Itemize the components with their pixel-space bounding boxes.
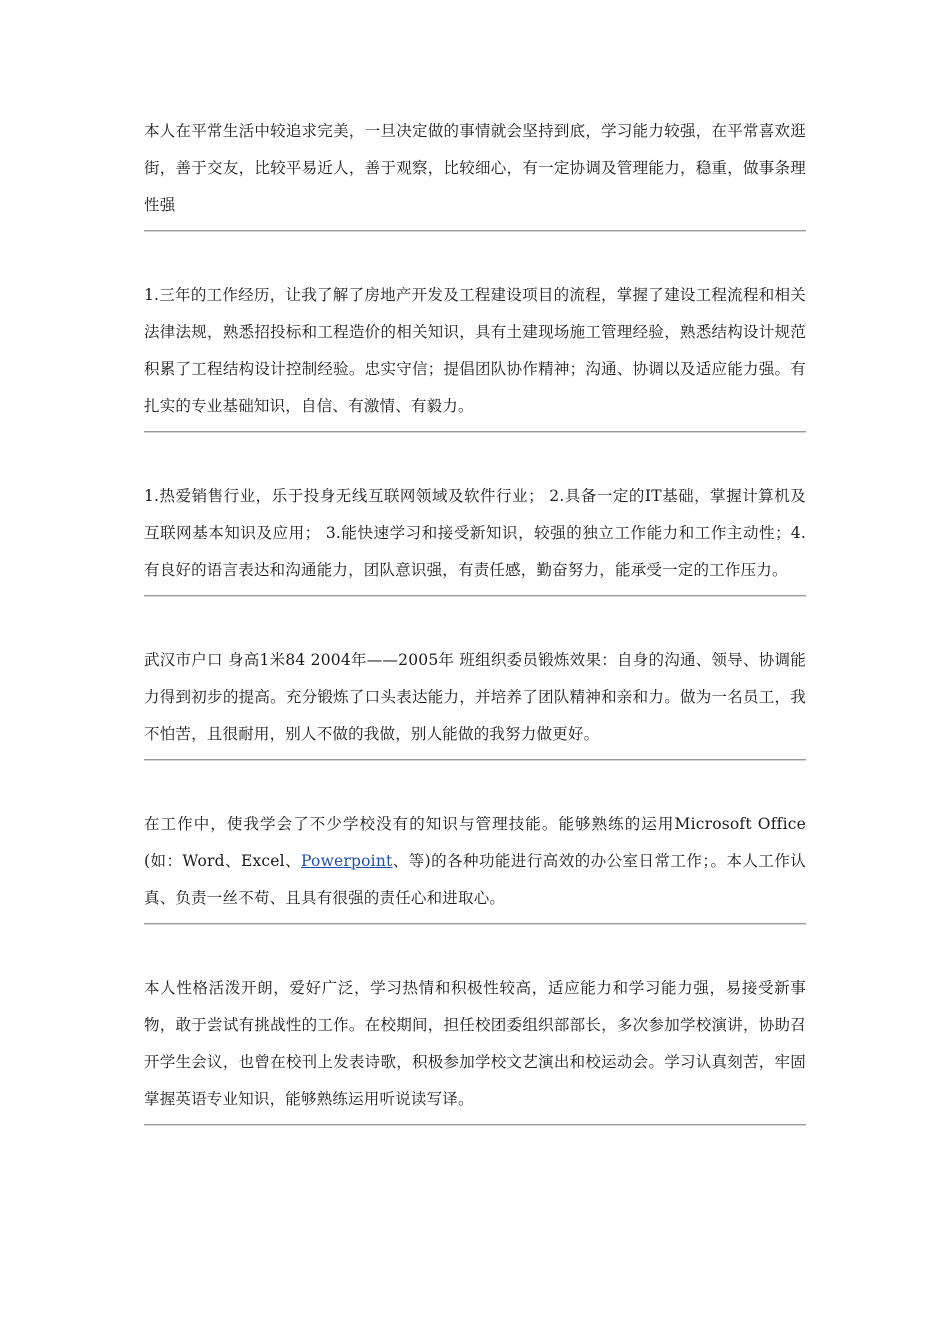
self-evaluation-paragraph: 武汉市户口 身高1米84 2004年——2005年 班组织委员锻炼效果：自身的沟通、领导、协调能力得到初步的提高。充分锻炼了口头表达能力，并培养了团队精神和亲和力。做为一名员工，我不怕苦，且很耐用，别人不做的我做，别人能做的我努力做更好。: [144, 651, 806, 743]
section-divider: [144, 230, 806, 232]
paragraph-text-after-link: 、等)的各种功能进行高效的办公室日常工作；。本人工作认真、负责一丝不苟、且具有很强的责任心和进取心。: [144, 852, 807, 907]
resume-self-evaluation-page: [144, 113, 806, 1126]
powerpoint-link[interactable]: Powerpoint: [301, 852, 393, 870]
section-divider: [144, 759, 806, 761]
self-evaluation-section-1: [144, 113, 806, 232]
paragraph-text-before-link: 在工作中，使我学会了不少学校没有的知识与管理技能。能够熟练的运用Microsoft Office(如：Word、Excel、: [144, 815, 806, 870]
self-evaluation-paragraph: 本人在平常生活中较追求完美，一旦决定做的事情就会坚持到底，学习能力较强，在平常喜欢逛街，善于交友，比较平易近人，善于观察，比较细心，有一定协调及管理能力，稳重，做事条理性强: [144, 122, 806, 214]
self-evaluation-section-6: [144, 970, 806, 1126]
section-divider: [144, 1124, 806, 1126]
self-evaluation-paragraph: [144, 806, 806, 917]
self-evaluation-paragraph: 1.三年的工作经历，让我了解了房地产开发及工程建设项目的流程，掌握了建设工程流程和相关法律法规，熟悉招投标和工程造价的相关知识，具有土建现场施工管理经验，熟悉结构设计规范积累了工程结构设计控制经验。忠实守信；提倡团队协作精神；沟通、协调以及适应能力强。有扎实的专业基础知识，自信、有激情、有毅力。: [144, 286, 806, 415]
self-evaluation-section-3: [144, 478, 806, 597]
section-divider: [144, 595, 806, 597]
self-evaluation-section-2: [144, 277, 806, 433]
self-evaluation-paragraph: 1.热爱销售行业，乐于投身无线互联网领域及软件行业； 2.具备一定的IT基础，掌握计算机及互联网基本知识及应用； 3.能快速学习和接受新知识，较强的独立工作能力和工作主动性；4.有良好的语言表达和沟通能力，团队意识强，有责任感，勤奋努力，能承受一定的工作压力。: [144, 487, 806, 579]
section-divider: [144, 923, 806, 925]
self-evaluation-section-5: [144, 806, 806, 925]
self-evaluation-paragraph: 本人性格活泼开朗，爱好广泛，学习热情和积极性较高，适应能力和学习能力强，易接受新事物，敢于尝试有挑战性的工作。在校期间，担任校团委组织部部长，多次参加学校演讲，协助召开学生会议，也曾在校刊上发表诗歌，积极参加学校文艺演出和校运动会。学习认真刻苦，牢固掌握英语专业知识，能够熟练运用听说读写译。: [144, 979, 806, 1108]
self-evaluation-section-4: [144, 642, 806, 761]
section-divider: [144, 431, 806, 433]
